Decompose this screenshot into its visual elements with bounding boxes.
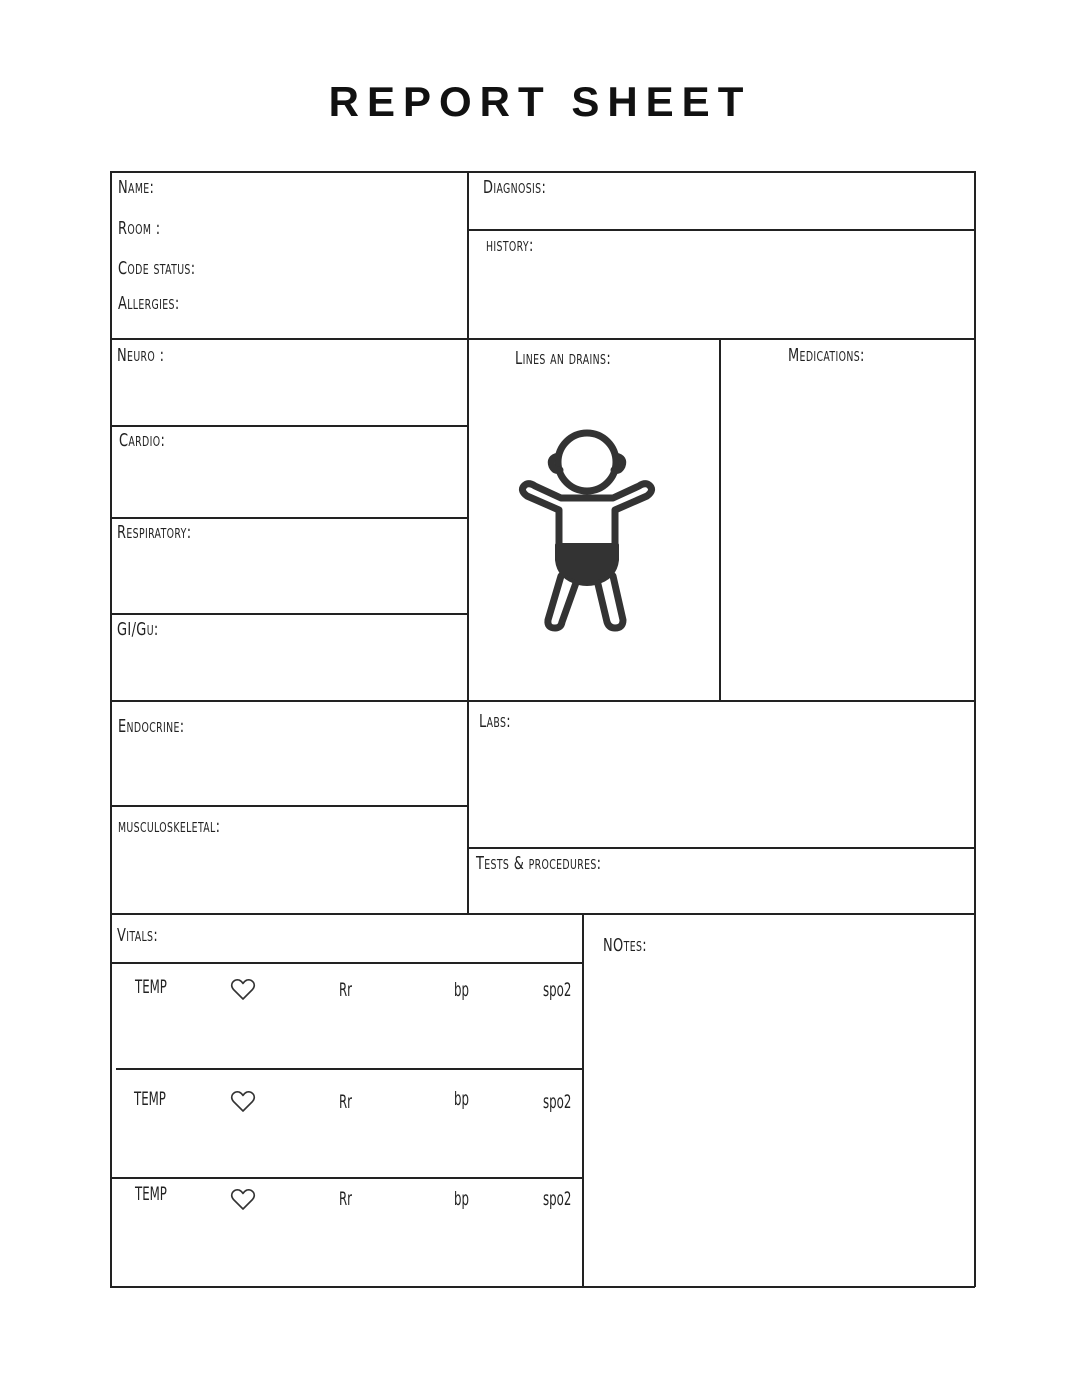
heart-icon xyxy=(230,1090,256,1114)
history-label: history: xyxy=(486,235,534,256)
bp-label: bp xyxy=(454,1088,469,1110)
divider-bottom-section xyxy=(110,913,975,915)
notes-label: NOtes: xyxy=(603,935,647,956)
allergies-label: Allergies: xyxy=(118,293,180,314)
frame-bottom xyxy=(110,1286,975,1288)
endocrine-label: Endocrine: xyxy=(118,716,185,737)
vitals-label: Vitals: xyxy=(117,925,159,946)
rr-label: Rr xyxy=(339,1188,353,1210)
divider-respiratory xyxy=(110,613,468,615)
divider-medications xyxy=(719,338,721,701)
tests-procedures-label: Tests & procedures: xyxy=(476,853,602,874)
divider-top-section xyxy=(110,338,975,340)
room-label: Room : xyxy=(118,218,161,239)
heart-icon xyxy=(230,978,256,1002)
code-status-label: Code status: xyxy=(118,258,196,279)
spo2-label: spo2 xyxy=(543,979,572,1001)
frame-top xyxy=(110,171,975,173)
bp-label: bp xyxy=(454,979,469,1001)
divider-center xyxy=(467,171,469,913)
temp-label: TEMP xyxy=(135,1183,167,1205)
neuro-label: Neuro : xyxy=(117,345,165,366)
medications-label: Medications: xyxy=(788,345,865,366)
rr-label: Rr xyxy=(339,979,353,1001)
labs-label: Labs: xyxy=(479,711,511,732)
spo2-label: spo2 xyxy=(543,1188,572,1210)
baby-body-diagram-icon xyxy=(515,428,659,634)
lines-drains-label: Lines an drains: xyxy=(515,348,612,369)
temp-label: TEMP xyxy=(134,1088,166,1110)
divider-cardio xyxy=(110,517,468,519)
divider-neuro xyxy=(110,425,468,427)
gi-gu-label: GI/Gu: xyxy=(117,619,159,640)
bp-label: bp xyxy=(454,1188,469,1210)
divider-diagnosis xyxy=(467,229,975,231)
diagnosis-label: Diagnosis: xyxy=(483,177,547,198)
divider-notes xyxy=(582,913,584,1287)
cardio-label: Cardio: xyxy=(119,430,166,451)
respiratory-label: Respiratory: xyxy=(117,522,192,543)
divider-endocrine xyxy=(110,805,468,807)
divider-vitals-header xyxy=(110,962,583,964)
divider-vitals-row-2 xyxy=(110,1177,583,1179)
divider-labs xyxy=(467,847,975,849)
rr-label: Rr xyxy=(339,1091,353,1113)
page-title: REPORT SHEET xyxy=(328,78,752,125)
divider-mid-section xyxy=(110,700,975,702)
temp-label: TEMP xyxy=(135,976,167,998)
musculoskeletal-label: musculoskeletal: xyxy=(118,816,221,837)
divider-vitals-row-1 xyxy=(116,1068,583,1070)
spo2-label: spo2 xyxy=(543,1091,572,1113)
heart-icon xyxy=(230,1188,256,1212)
name-label: Name: xyxy=(118,177,155,198)
